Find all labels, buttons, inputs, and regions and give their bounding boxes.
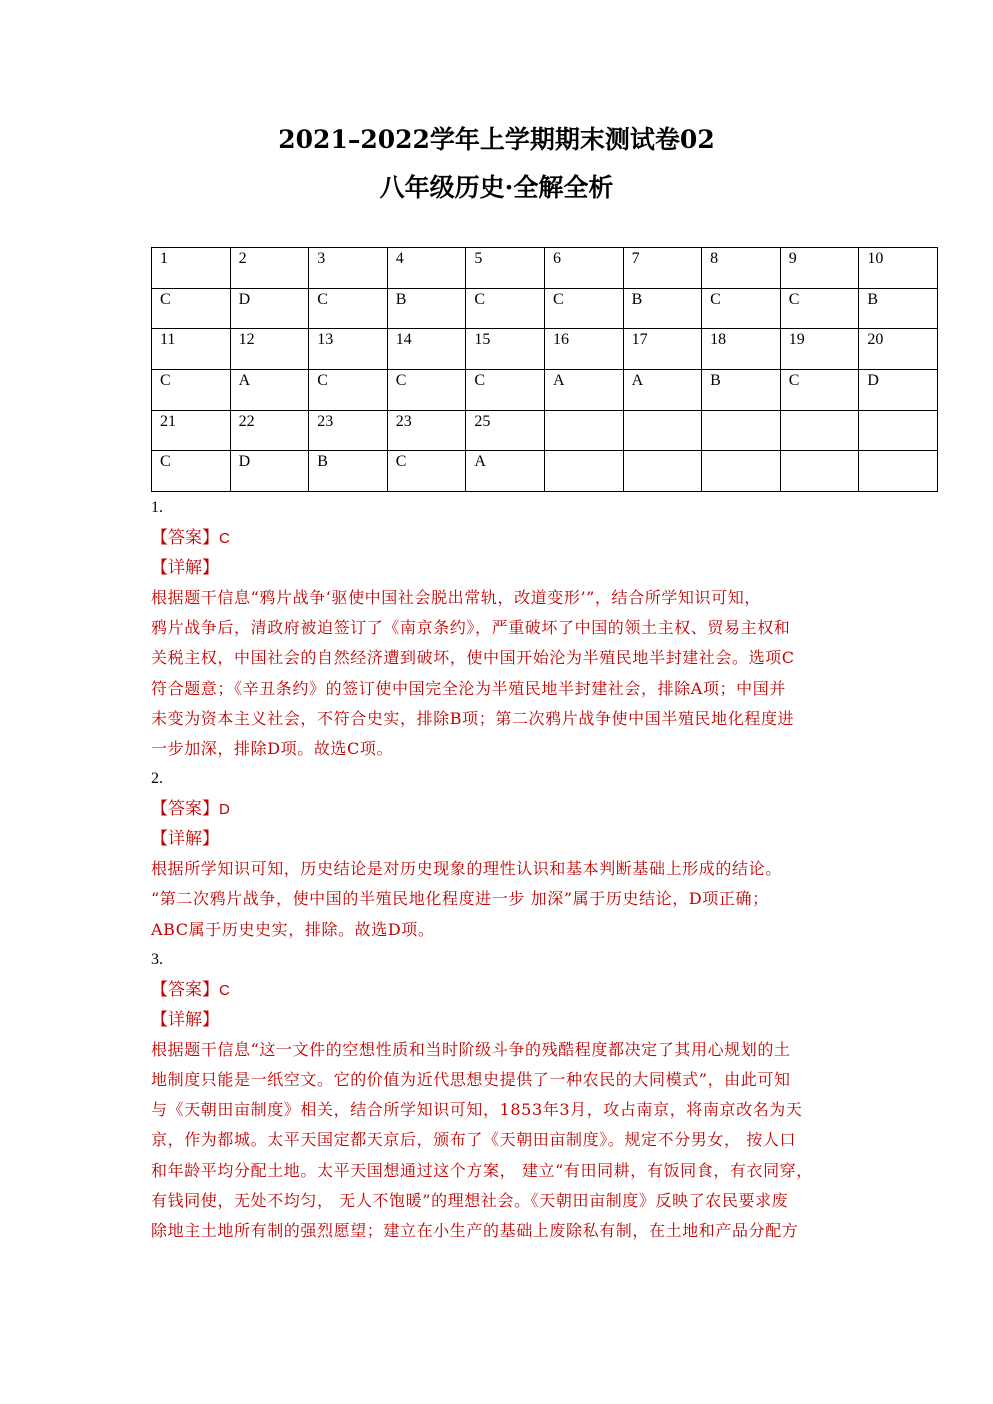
question-number-cell: 16 — [544, 329, 623, 370]
question-number-cell: 23 — [387, 410, 466, 451]
question-number-row — [152, 329, 938, 370]
answer-cell: D — [230, 288, 309, 329]
answer-line — [151, 523, 871, 553]
page-subtitle: 八年级历史·全解全析 — [379, 173, 614, 202]
question-number-cell: 23 — [309, 410, 388, 451]
answer-cell: A — [623, 369, 702, 410]
answer-cell: C — [466, 288, 545, 329]
answer-cell: C — [309, 369, 388, 410]
explanation-line: 和年龄平均分配土地。太平天国想通过这个方案， 建立“有田同耕，有饭同食，有衣同穿， — [151, 1160, 813, 1180]
answer-cell — [780, 451, 859, 492]
question-section — [151, 493, 871, 764]
answer-table — [151, 247, 938, 492]
explain-label: 【详解】 — [151, 1009, 219, 1030]
question-number-cell — [780, 410, 859, 451]
answer-cell — [859, 451, 938, 492]
answer-cell: B — [702, 369, 781, 410]
explanation-line: “第二次鸦片战争，使中国的半殖民地化程度进一步 加深”属于历史结论，D项正确； — [151, 889, 769, 909]
question-number-cell: 12 — [230, 329, 309, 370]
question-number-row — [152, 248, 938, 289]
question-number-cell: 21 — [152, 410, 231, 451]
answer-cell: C — [780, 369, 859, 410]
question-section — [151, 764, 871, 945]
question-number-cell — [702, 410, 781, 451]
answer-cell: B — [623, 288, 702, 329]
answer-value: C — [219, 981, 230, 999]
question-number-cell: 4 — [387, 248, 466, 289]
answer-label: 【答案】 — [151, 799, 219, 820]
answer-cell: B — [309, 451, 388, 492]
answer-cell: C — [387, 369, 466, 410]
question-number-cell: 9 — [780, 248, 859, 289]
answer-line — [151, 975, 871, 1005]
question-section — [151, 945, 871, 1246]
question-number: 3. — [151, 950, 163, 968]
question-number-cell: 20 — [859, 329, 938, 370]
question-number-cell: 5 — [466, 248, 545, 289]
answer-cell: A — [466, 451, 545, 492]
explanations — [151, 493, 871, 1246]
question-number-cell — [544, 410, 623, 451]
question-number-cell: 15 — [466, 329, 545, 370]
question-number-cell: 11 — [152, 329, 231, 370]
answer-label: 【答案】 — [151, 528, 219, 548]
question-number-cell: 3 — [309, 248, 388, 289]
answer-cell: C — [309, 288, 388, 329]
question-number-cell: 6 — [544, 248, 623, 289]
question-number-cell: 1 — [152, 248, 231, 289]
answer-cell: C — [152, 369, 231, 410]
answer-cell: C — [387, 451, 466, 492]
question-number-cell: 14 — [387, 329, 466, 370]
question-number-cell — [859, 410, 938, 451]
question-number-cell: 13 — [309, 329, 388, 370]
question-number: 2. — [151, 770, 163, 788]
answer-line — [151, 794, 871, 824]
answer-cell: B — [859, 288, 938, 329]
question-number-cell: 8 — [702, 248, 781, 289]
explanation-line: 地制度只能是一纸空文。它的价值为近代思想史提供了一种农民的大同模式”，由此可知 — [151, 1070, 791, 1090]
explanation-line: 根据题干信息“鸦片战争‘驱使中国社会脱出常轨，改道变形’”，结合所学知识可知， — [151, 588, 761, 607]
page-title: 2021–2022学年上学期期末测试卷02 — [278, 125, 715, 154]
answer-cell — [702, 451, 781, 492]
question-number-cell: 25 — [466, 410, 545, 451]
answer-cell: C — [152, 451, 231, 492]
answer-cell: C — [780, 288, 859, 329]
question-number-row — [152, 410, 938, 451]
explanation-line: 关税主权，中国社会的自然经济遭到破坏，使中国开始沦为半殖民地半封建社会。选项C — [151, 648, 795, 668]
explain-label: 【详解】 — [151, 558, 219, 578]
answer-row — [152, 288, 938, 329]
question-number-cell: 2 — [230, 248, 309, 289]
explanation-line: 根据题干信息“这一文件的空想性质和当时阶级斗争的残酷程度都决定了其用心规划的土 — [151, 1039, 791, 1059]
question-number-cell: 19 — [780, 329, 859, 370]
explanation-line: 有钱同使，无处不均匀， 无人不饱暖”的理想社会。《天朝田亩制度》反映了农民要求废 — [151, 1190, 789, 1210]
question-number-cell: 10 — [859, 248, 938, 289]
answer-cell: C — [702, 288, 781, 329]
question-number: 1. — [151, 499, 163, 516]
explain-label: 【详解】 — [151, 829, 219, 850]
answer-row — [152, 369, 938, 410]
answer-row — [152, 451, 938, 492]
answer-value: D — [219, 801, 230, 819]
answer-cell — [544, 451, 623, 492]
answer-cell — [623, 451, 702, 492]
answer-cell: D — [859, 369, 938, 410]
answer-label: 【答案】 — [151, 979, 219, 1000]
question-number-cell — [623, 410, 702, 451]
explanation-line: 根据所学知识可知，历史结论是对历史现象的理性认识和基本判断基础上形成的结论。 — [151, 859, 782, 879]
question-number-cell: 22 — [230, 410, 309, 451]
explanation-line: 京，作为都城。太平天国定都天京后，颁布了《天朝田亩制度》。规定不分男女， 按人口 — [151, 1130, 797, 1150]
explanation-line: 与《天朝田亩制度》相关，结合所学知识可知，1853年3月，攻占南京，将南京改名为天 — [151, 1100, 803, 1120]
answer-value: C — [219, 530, 230, 547]
answer-cell: C — [544, 288, 623, 329]
answer-cell: C — [466, 369, 545, 410]
explanation-line: 鸦片战争后，清政府被迫签订了《南京条约》，严重破坏了中国的领土主权、贸易主权和 — [151, 618, 791, 638]
explanation-line: 符合题意；《辛丑条约》的签订使中国完全沦为半殖民地半封建社会，排除A项；中国并 — [151, 678, 786, 698]
explanation-line: 未变为资本主义社会，不符合史实，排除B项；第二次鸦片战争使中国半殖民地化程度进 — [151, 708, 795, 728]
explanation-line: 一步加深，排除D项。故选C项。 — [151, 739, 394, 759]
explanation-line: ABC属于历史史实，排除。故选D项。 — [151, 919, 435, 939]
answer-cell: D — [230, 451, 309, 492]
question-number-cell: 7 — [623, 248, 702, 289]
explanation-line: 除地主土地所有制的强烈愿望；建立在小生产的基础上废除私有制，在土地和产品分配方 — [151, 1221, 799, 1241]
question-number-cell: 18 — [702, 329, 781, 370]
answer-cell: A — [544, 369, 623, 410]
answer-cell: C — [152, 288, 231, 329]
answer-cell: B — [387, 288, 466, 329]
question-number-cell: 17 — [623, 329, 702, 370]
answer-cell: A — [230, 369, 309, 410]
